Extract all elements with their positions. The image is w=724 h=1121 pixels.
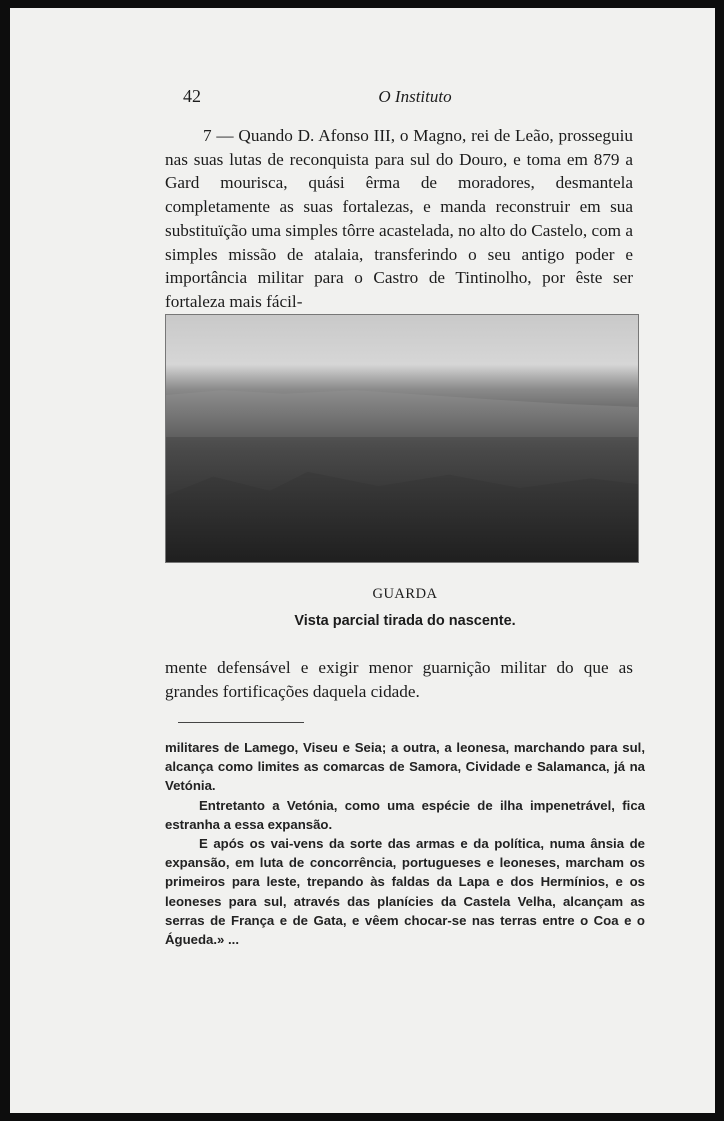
figure-caption-subtitle: Vista parcial tirada do nascente. xyxy=(294,613,516,629)
figure-caption-title: GUARDA xyxy=(372,586,438,602)
running-title: O Instituto xyxy=(378,87,452,106)
main-text-top xyxy=(165,124,633,314)
footnote-block xyxy=(165,738,645,949)
footnote-paragraph-1: militares de Lamego, Viseu e Seia; a outra, a leonesa, marchando para sul, alcança como limites as comarcas de Samora, Cividade e Salamanca, já na Vetónia. xyxy=(165,740,645,794)
paragraph-continuation: mente defensável e exigir menor guarnição militar do que as grandes fortificações daquela cidade. xyxy=(165,658,633,701)
running-header xyxy=(175,86,655,110)
footnote-paragraph-3: E após os vai-vens da sorte das armas e da política, numa ânsia de expansão, em luta de concorrência, portugueses e leoneses, marcham os primeiros para leste, trepando às faldas da Lapa e dos Hermínios, e os leoneses para sul, através das planícies da Castela Velha, alcançam as serras de França e de Gata, e vêem chocar-se nas terras entre o Coa e o Águeda.» ... xyxy=(165,836,645,948)
footnote-paragraph-2: Entretanto a Vetónia, como uma espécie de ilha impenetrável, fica estranha a essa expansão. xyxy=(165,797,645,832)
footnote-rule xyxy=(178,722,304,723)
guarda-photograph xyxy=(165,314,639,563)
photo-hillside xyxy=(166,377,638,437)
photo-foreground xyxy=(166,467,638,562)
main-text-bottom xyxy=(165,656,633,703)
paragraph-7: 7 — Quando D. Afonso III, o Magno, rei de Leão, prosseguiu nas suas lutas de reconquista para sul do Douro, e toma em 879 a Gard mourisca, quási êrma de moradores, desmantela completamente as suas fortalezas, e manda reconstruir em sua substituïção uma simples tôrre acastelada, no alto do Castelo, com a simples missão de atalaia, transferindo o seu antigo poder e importância militar para o Castro de Tintinolho, por êste ser fortaleza mais fácil- xyxy=(165,126,633,311)
page-number: 42 xyxy=(183,86,201,106)
